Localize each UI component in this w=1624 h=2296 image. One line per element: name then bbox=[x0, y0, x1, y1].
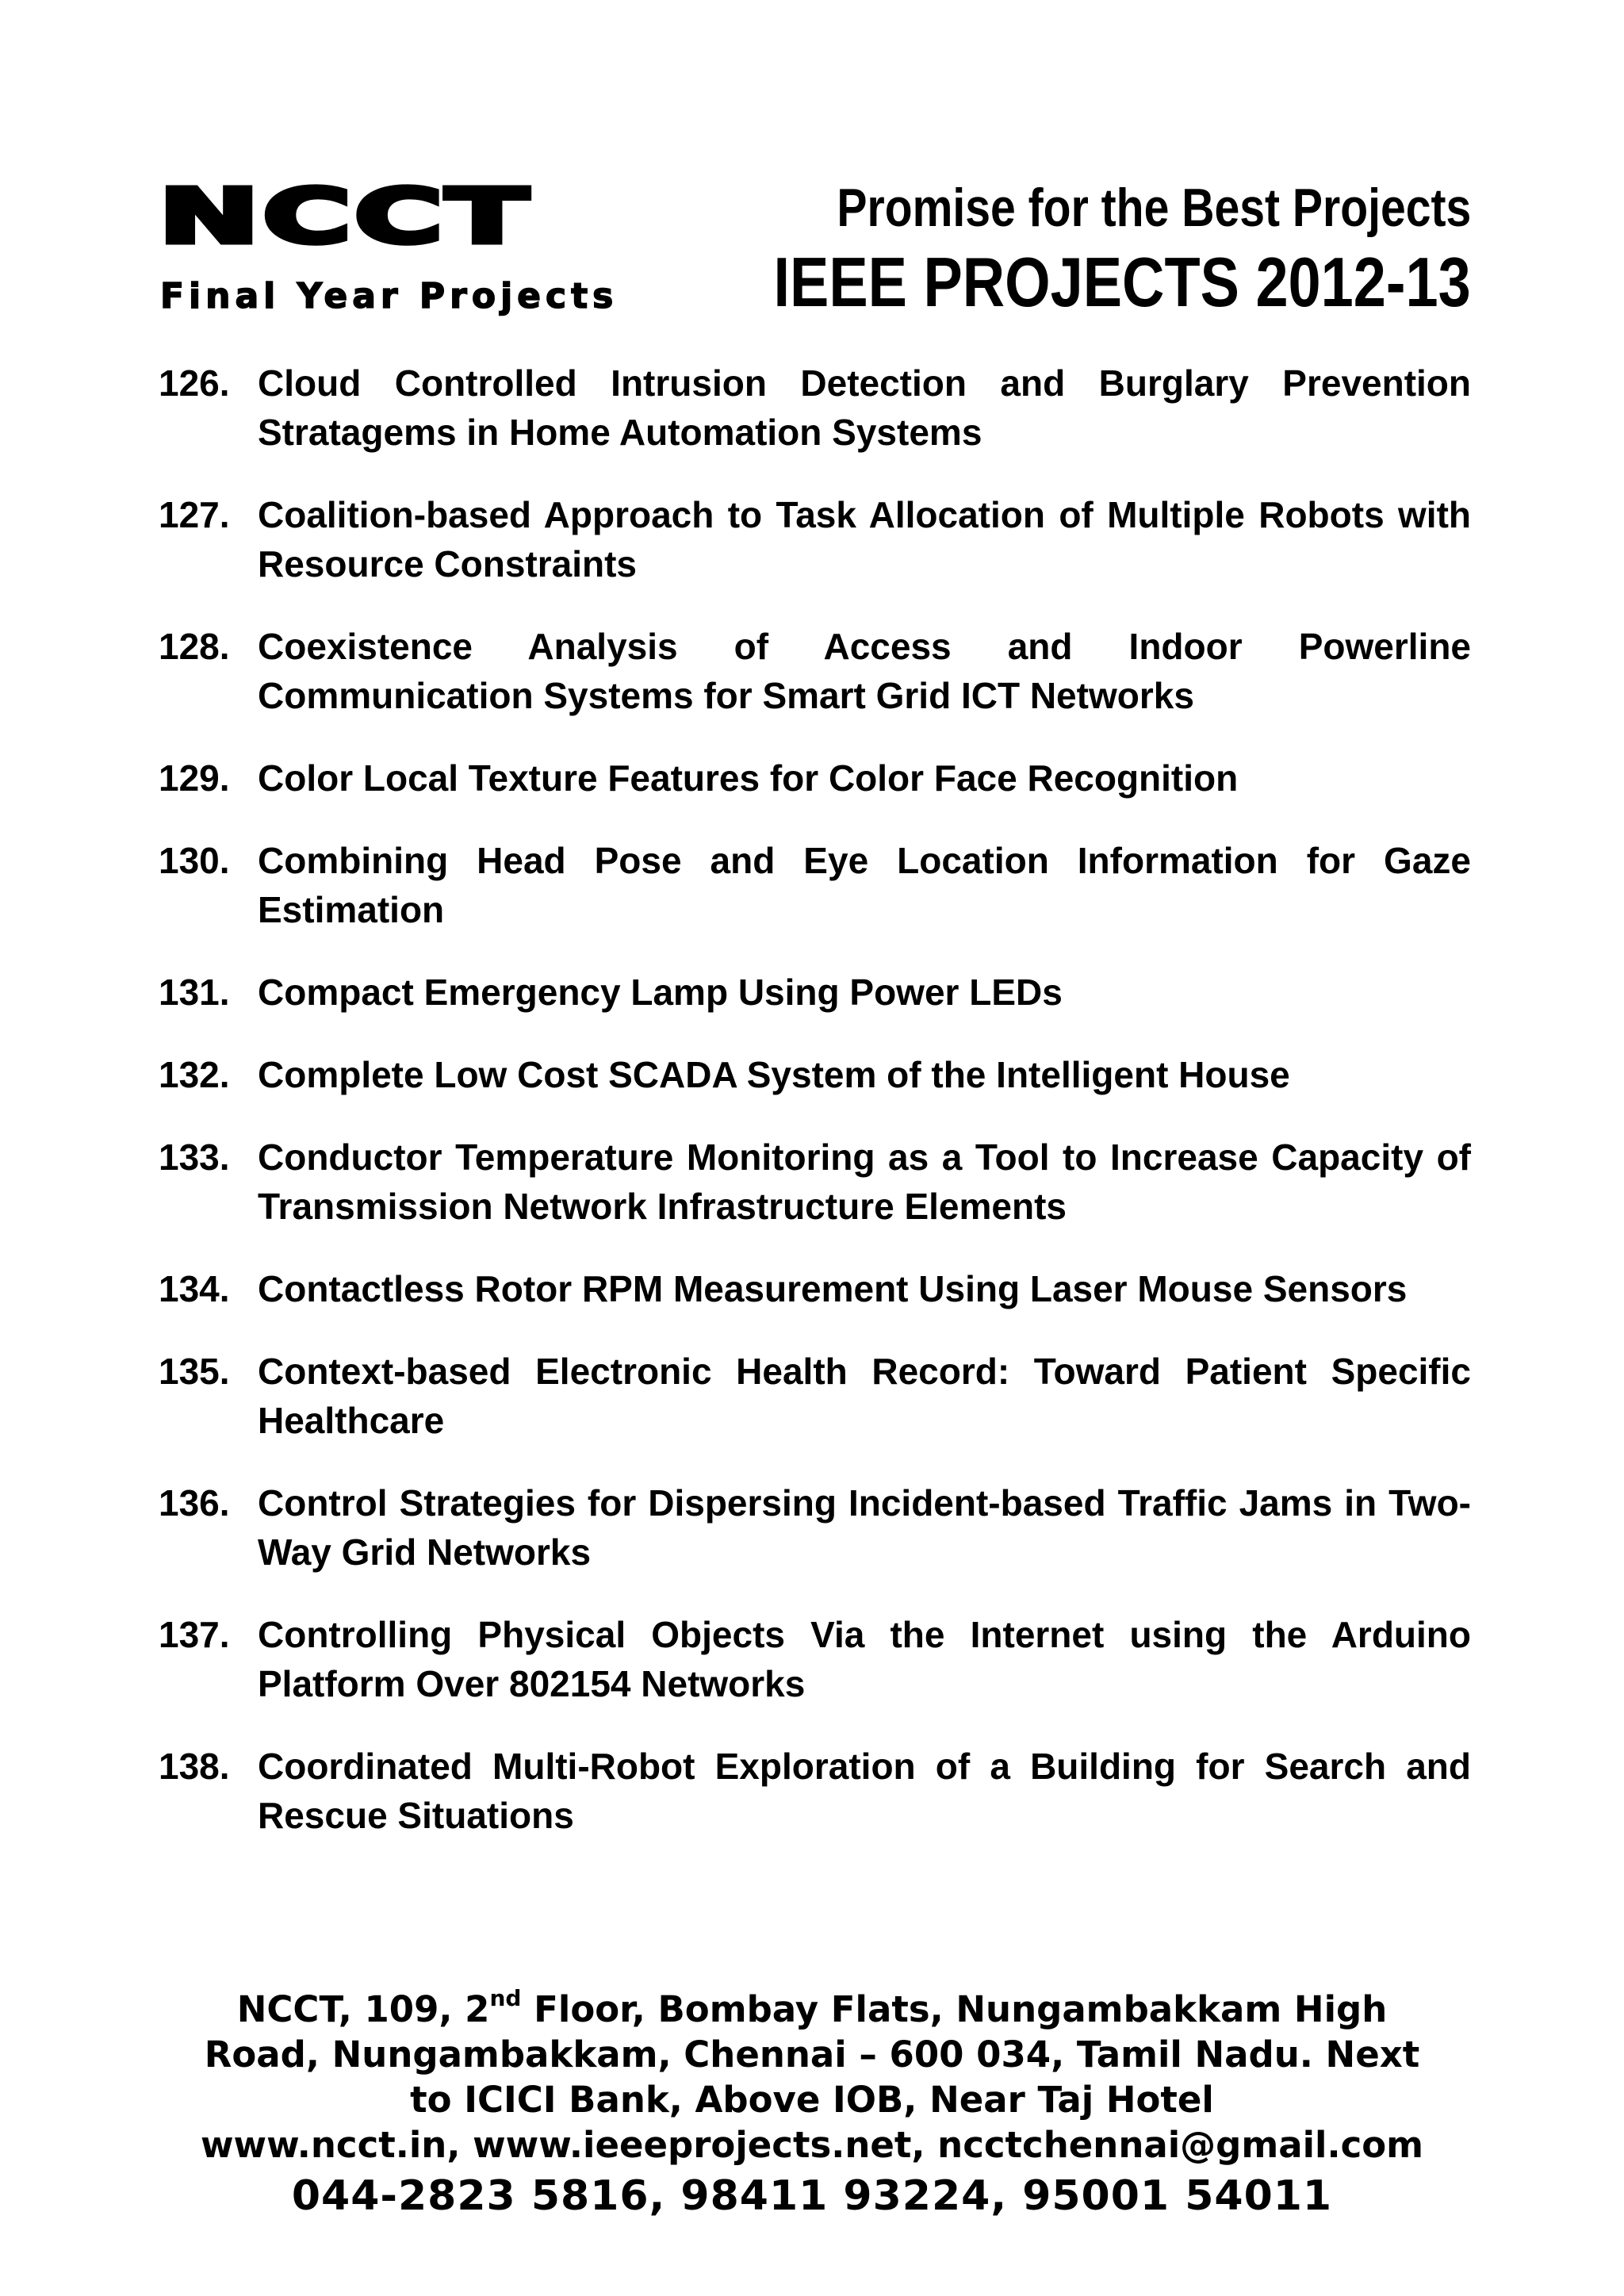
item-number: 126. bbox=[159, 362, 230, 404]
tagline: Promise for the Best Projects bbox=[837, 178, 1471, 238]
list-item bbox=[159, 622, 1471, 720]
phone-numbers: 044-2823 5816, 98411 93224, 95001 54011 bbox=[291, 2172, 1333, 2220]
item-title: Coordinated Multi-Robot Exploration of a Building for Search and Rescue Situations bbox=[258, 1746, 1471, 1836]
logo-subtitle: Final Year Projects bbox=[160, 276, 619, 316]
project-list bbox=[159, 358, 1471, 1873]
list-item bbox=[159, 1610, 1471, 1708]
list-item bbox=[159, 1478, 1471, 1577]
item-number: 127. bbox=[159, 494, 230, 535]
item-title: Controlling Physical Objects Via the Internet using the Arduino Platform Over 802154 Networks bbox=[258, 1614, 1471, 1704]
item-title: Contactless Rotor RPM Measurement Using Laser Mouse Sensors bbox=[258, 1268, 1408, 1309]
web-email-line: www.ncct.in, www.ieeeprojects.net, ncctchennai@gmail.com bbox=[200, 2124, 1424, 2166]
address-line-3: to ICICI Bank, Above IOB, Near Taj Hotel bbox=[410, 2079, 1214, 2121]
item-number: 136. bbox=[159, 1482, 230, 1524]
address-part-1: NCCT, 109, 2 bbox=[236, 1988, 490, 2030]
item-title: Context-based Electronic Health Record: Toward Patient Specific Healthcare bbox=[258, 1351, 1471, 1441]
item-number: 134. bbox=[159, 1268, 230, 1309]
item-title: Cloud Controlled Intrusion Detection and Burglary Prevention Stratagems in Home Automation Systems bbox=[258, 362, 1471, 453]
item-title: Complete Low Cost SCADA System of the Intelligent House bbox=[258, 1054, 1290, 1095]
contact-footer bbox=[0, 1987, 1624, 2225]
list-item bbox=[159, 753, 1471, 803]
address-part-2: Floor, Bombay Flats, Nungambakkam High bbox=[521, 1988, 1388, 2030]
item-title: Coalition-based Approach to Task Allocation of Multiple Robots with Resource Constraints bbox=[258, 494, 1471, 585]
item-number: 138. bbox=[159, 1746, 230, 1787]
item-number: 137. bbox=[159, 1614, 230, 1655]
list-item bbox=[159, 968, 1471, 1017]
address-line-1 bbox=[0, 1987, 1624, 2032]
list-item bbox=[159, 490, 1471, 588]
ordinal-suffix: nd bbox=[489, 1985, 522, 2011]
item-number: 132. bbox=[159, 1054, 230, 1095]
list-item bbox=[159, 1347, 1471, 1445]
address-line-2: Road, Nungambakkam, Chennai – 600 034, Tamil Nadu. Next bbox=[204, 2033, 1420, 2076]
item-title: Control Strategies for Dispersing Incident-based Traffic Jams in Two-Way Grid Networks bbox=[258, 1482, 1471, 1573]
item-title: Color Local Texture Features for Color Face Recognition bbox=[258, 757, 1239, 799]
headline: IEEE PROJECTS 2012-13 bbox=[773, 243, 1471, 321]
item-number: 135. bbox=[159, 1351, 230, 1392]
list-item bbox=[159, 1742, 1471, 1840]
item-title: Coexistence Analysis of Access and Indoor Powerline Communication Systems for Smart Grid ICT Networks bbox=[258, 626, 1471, 716]
item-title: Combining Head Pose and Eye Location Information for Gaze Estimation bbox=[258, 840, 1471, 930]
item-number: 129. bbox=[159, 757, 230, 799]
list-item bbox=[159, 1050, 1471, 1099]
item-number: 131. bbox=[159, 972, 230, 1013]
item-title: Compact Emergency Lamp Using Power LEDs bbox=[258, 972, 1063, 1013]
item-number: 130. bbox=[159, 840, 230, 881]
item-number: 128. bbox=[159, 626, 230, 667]
logo-wordmark: NCCT bbox=[159, 172, 531, 260]
list-item bbox=[159, 836, 1471, 934]
item-title: Conductor Temperature Monitoring as a Tool to Increase Capacity of Transmission Network Infrastructure Elements bbox=[258, 1137, 1471, 1227]
list-item bbox=[159, 1264, 1471, 1313]
list-item bbox=[159, 358, 1471, 457]
list-item bbox=[159, 1133, 1471, 1231]
item-number: 133. bbox=[159, 1137, 230, 1178]
